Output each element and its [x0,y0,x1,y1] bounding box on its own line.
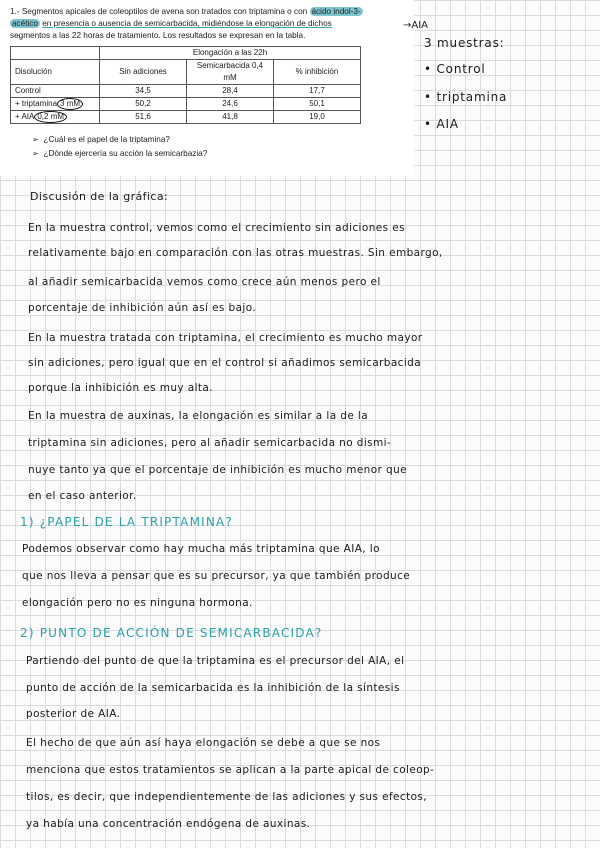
table-row [11,111,361,124]
handwritten-line: El hecho de que aún así haya elongación se debe a que se nos [26,737,381,749]
table-header-row [11,60,361,85]
table-header: % inhibición [274,60,361,85]
handwritten-line: En la muestra de auxinas, la elongación es similar a la de la [28,410,369,422]
question-item: ➢ ¿Dónde ejercería su acción la semicarbazia? [32,149,208,158]
handwritten-line: posterior de AIA. [26,708,121,720]
table-header: Semicarbacida 0,4 mM [187,60,274,85]
handwritten-line: al añadir semicarbacida vemos como crece aún menos pero el [28,276,381,288]
row-label: + AIA 0,2 mM [11,111,100,124]
table-cell: 50,2 [100,98,187,111]
margin-item: • AIA [424,117,459,131]
aia-arrow-note: →AIA [403,20,429,31]
handwritten-line: menciona que estos tratamientos se aplican a la parte apical de coleop- [26,764,435,776]
question-item: ➢ ¿Cuál es el papel de la triptamina? [32,135,170,144]
handwritten-line: porcentaje de inhibición aún así es bajo. [28,302,257,314]
handwritten-line: sin adiciones, pero igual que en el control si añadimos semicarbacida [28,357,422,369]
table-cell: 50,1 [274,98,361,111]
table-cell: 51,6 [100,111,187,124]
table-cell: 28,4 [187,85,274,98]
row-label: + triptamina 3 mM [11,98,100,111]
question-1-heading: 1) ¿PAPEL DE LA TRIPTAMINA? [20,515,234,529]
table-row [11,85,361,98]
handwritten-line: nuye tanto ya que el porcentaje de inhibición es mucho menor que [28,464,407,476]
intro-text-b: en presencia o ausencia de semicarbacida, midiéndose la elongación de dichos [42,19,332,28]
handwritten-line: triptamina sin adiciones, pero al añadir semicarbacida no dismi- [28,437,392,449]
table-header: Sin adiciones [100,60,187,85]
handwritten-line: Partiendo del punto de que la triptamina es el precursor del AIA, el [26,655,405,667]
bullet-arrow-icon: ➢ [32,149,39,158]
intro-text-a: 1.- Segmentos apicales de coleoptilos de avena son tratados con triptamina o con [10,7,308,16]
question-list [10,134,414,160]
printed-exercise [0,0,414,176]
highlight-aia-1: ácido indol-3- [311,7,361,16]
table-cell: 19,0 [274,111,361,124]
handwritten-line: en el caso anterior. [28,490,137,502]
discussion-heading: Discusión de la gráfica: [30,190,169,203]
intro-text-c: segmentos a las 22 horas de tratamiento. Los resultados se expresan en la tabla. [10,31,306,40]
handwritten-line: relativamente bajo en comparación con las otras muestras. Sin embargo, [28,247,443,259]
table-cell: 24,6 [187,98,274,111]
handwritten-line: tilos, es decir, que independientemente de las adiciones y sus efectos, [26,791,428,803]
handwritten-line: porque la inhibición es muy alta. [28,382,214,394]
table-cell: 41,8 [187,111,274,124]
handwritten-line: ya había una concentración endógena de auxinas. [26,818,311,830]
exercise-intro [10,6,414,42]
row-label: Control [11,85,100,98]
table-cell: 34,5 [100,85,187,98]
bullet-arrow-icon: ➢ [32,135,39,144]
margin-item: • triptamina [424,90,508,104]
handwritten-line: elongación pero no es ninguna hormona. [22,597,253,609]
handwritten-line: En la muestra tratada con triptamina, el crecimiento es mucho mayor [28,332,423,344]
margin-item: • Control [424,62,486,76]
handwritten-line: punto de acción de la semicarbacida es la inhibición de la síntesis [26,682,400,694]
results-table [10,46,361,124]
table-corner [11,47,100,60]
table-group-header: Elongación a las 22h [100,47,361,60]
table-row [11,98,361,111]
handwritten-line: Podemos observar como hay mucha más triptamina que AIA, lo [22,543,380,555]
circled-concentration: 0,2 mM [34,111,67,123]
table-header: Disolución [11,60,100,85]
margin-title: 3 muestras: [424,36,505,50]
circled-concentration: 3 mM [57,98,83,110]
handwritten-line: que nos lleva a pensar que es su precursor, ya que también produce [22,570,411,582]
table-cell: 17,7 [274,85,361,98]
question-2-heading: 2) PUNTO DE ACCIÓN DE SEMICARBACIDA? [20,626,323,640]
highlight-aia-2: acético [12,19,38,28]
handwritten-line: En la muestra control, vemos como el crecimiento sin adiciones es [28,222,405,234]
